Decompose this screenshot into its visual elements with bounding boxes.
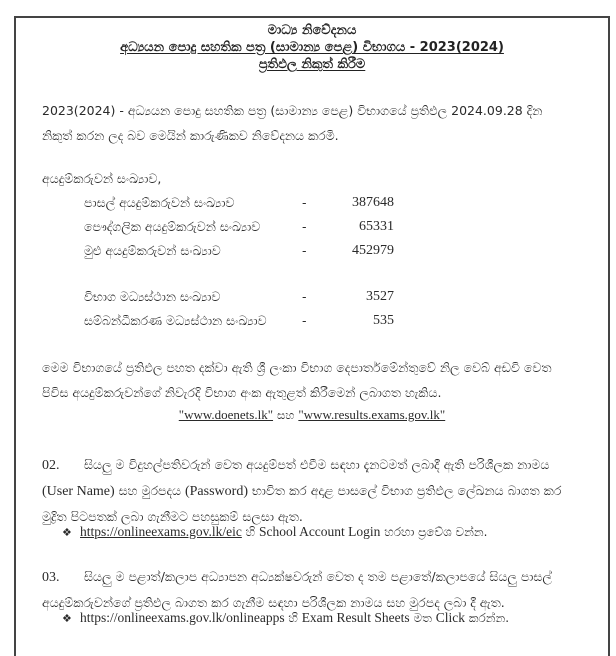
document-frame [14,16,610,656]
click-text: Click [435,610,465,625]
section-02-bullet [62,524,602,540]
stat-row-private-applicants [84,219,394,241]
document-header [16,22,608,73]
stat-label: පාසල් අයදුම්කරුවන් සංඛ්‍යාව [84,195,235,210]
intro-paragraph [42,98,598,148]
stat-value: 65331 [359,219,394,234]
text-fragment: හරහා ප්‍රවේශ වන්න. [380,525,488,539]
section-03-bullet [62,610,602,626]
stat-dash: - [302,289,307,304]
release-heading: ප්‍රතිඵල නිකුත් කිරීම [258,57,366,72]
section-03-text: සියලු ම පළාත්/කලාප අධ්‍යාපන අධ්‍යක්ෂවරුන් වෙත ද තම පළාතේ/කලාපයේ සියලු පාසල් [84,569,552,584]
exam-result-sheets-text: Exam Result Sheets [301,610,410,625]
text-fragment: භාවිත කර අදාළ පාසලේ විභාග ප්‍රතිඵල ලේඛනය බාගත කර [247,483,562,498]
stat-value: 387648 [352,195,394,210]
doenets-link[interactable]: "www.doenets.lk" [178,407,274,422]
stat-label: විභාග මධ්‍යස්ථාන සංඛ්‍යාව [84,289,221,304]
stat-value: 452979 [352,243,394,258]
intro-line-2: නිකුත් කරන ලද බව මෙයින් කාරුණිකව නිවේදනය කරමි. [42,128,339,143]
results-info-line-1: මෙම විභාගයේ ප්‍රතිඵල පහත දක්වා ඇති ශ්‍රී ලංකා විභාග දෙපාර්තමේන්තුවේ නිල වෙබ් අඩවි වෙත [42,360,552,375]
text-fragment: සහ මුරපදය [114,483,185,498]
results-links [16,407,608,423]
text-fragment: මත [409,611,436,625]
stat-row-total-applicants [84,243,394,265]
link-separator: සහ [277,408,295,422]
section-03 [42,564,598,615]
results-info-paragraph [42,355,598,405]
text-fragment: හි [241,525,259,539]
section-number: 03. [42,570,60,585]
stat-label: පෞද්ගලික අයදුම්කරුවන් සංඛ්‍යාව [84,219,261,234]
section-02 [42,452,598,529]
school-account-login-text: School Account Login [258,524,381,539]
text-fragment: හි [284,611,302,625]
stat-dash: - [302,219,307,234]
section-02-line-3: මුද්‍රිත පිටපතක් ලබා ගැනීමට පහසුකම් සලසා ඇත. [42,509,303,524]
section-02-line-1 [42,452,598,478]
section-02-line-2 [42,478,598,504]
exam-title: අධ්‍යයන පොදු සහතික පත්‍ර (සාමාන්‍ය පෙළ) විභාගය - 2023(2024) [120,40,504,55]
results-info-line-2: පිවිස අයදුම්කරුවන්ගේ නිවැරදි විභාග අංක ඇතුළත් කිරීමෙන් ලබාගත හැකිය. [42,385,442,400]
diamond-bullet-icon: ❖ [62,527,72,539]
password-term: (Password) [184,484,248,499]
username-term: (User Name) [42,484,115,499]
applicants-heading: අයදුම්කරුවන් සංඛ්‍යාව, [42,171,162,186]
media-release-title: මාධ්‍ය නිවේදනය [267,23,357,38]
stat-row-coordinating-centers [84,313,394,335]
stat-value: 3527 [366,289,394,304]
stat-dash: - [302,313,307,328]
stat-dash: - [302,243,307,258]
text-fragment: කරන්න. [464,611,510,625]
diamond-bullet-icon: ❖ [62,613,72,625]
onlineapps-link[interactable]: https://onlineexams.gov.lk/onlineapps [80,610,285,625]
stat-row-exam-centers [84,289,394,311]
intro-line-1: 2023(2024) - අධ්‍යයන පොදු සහතික පත්‍ර (සාමාන්‍ය පෙළ) විභාගයේ ප්‍රතිඵල 2024.09.28 දින [42,103,543,118]
section-number: 02. [42,458,60,473]
section-03-line-1 [42,564,598,590]
stat-dash: - [302,195,307,210]
results-exams-link[interactable]: "www.results.exams.gov.lk" [298,407,446,422]
stat-value: 535 [373,313,394,328]
stat-label: සම්බන්ධීකරණ මධ්‍යස්ථාන සංඛ්‍යාව [84,313,267,328]
section-03-line-2: අයදුම්කරුවන්ගේ ප්‍රතිඵල බාගත කර ගැනීම සඳහා පරිශීලක නාමය සහ මුරපද ලබා දී ඇත. [42,595,505,610]
section-02-text: සියලු ම විදුහල්පතිවරුන් වෙත අයදුම්පත් එවීම සඳහා දැනටමත් ලබාදී ඇති පරිශීලක නාමය [84,457,550,472]
stat-row-school-applicants [84,195,394,217]
stat-label: මුළු අයදුම්කරුවන් සංඛ්‍යාව [84,243,221,258]
eic-link[interactable]: https://onlineexams.gov.lk/eic [80,524,242,539]
